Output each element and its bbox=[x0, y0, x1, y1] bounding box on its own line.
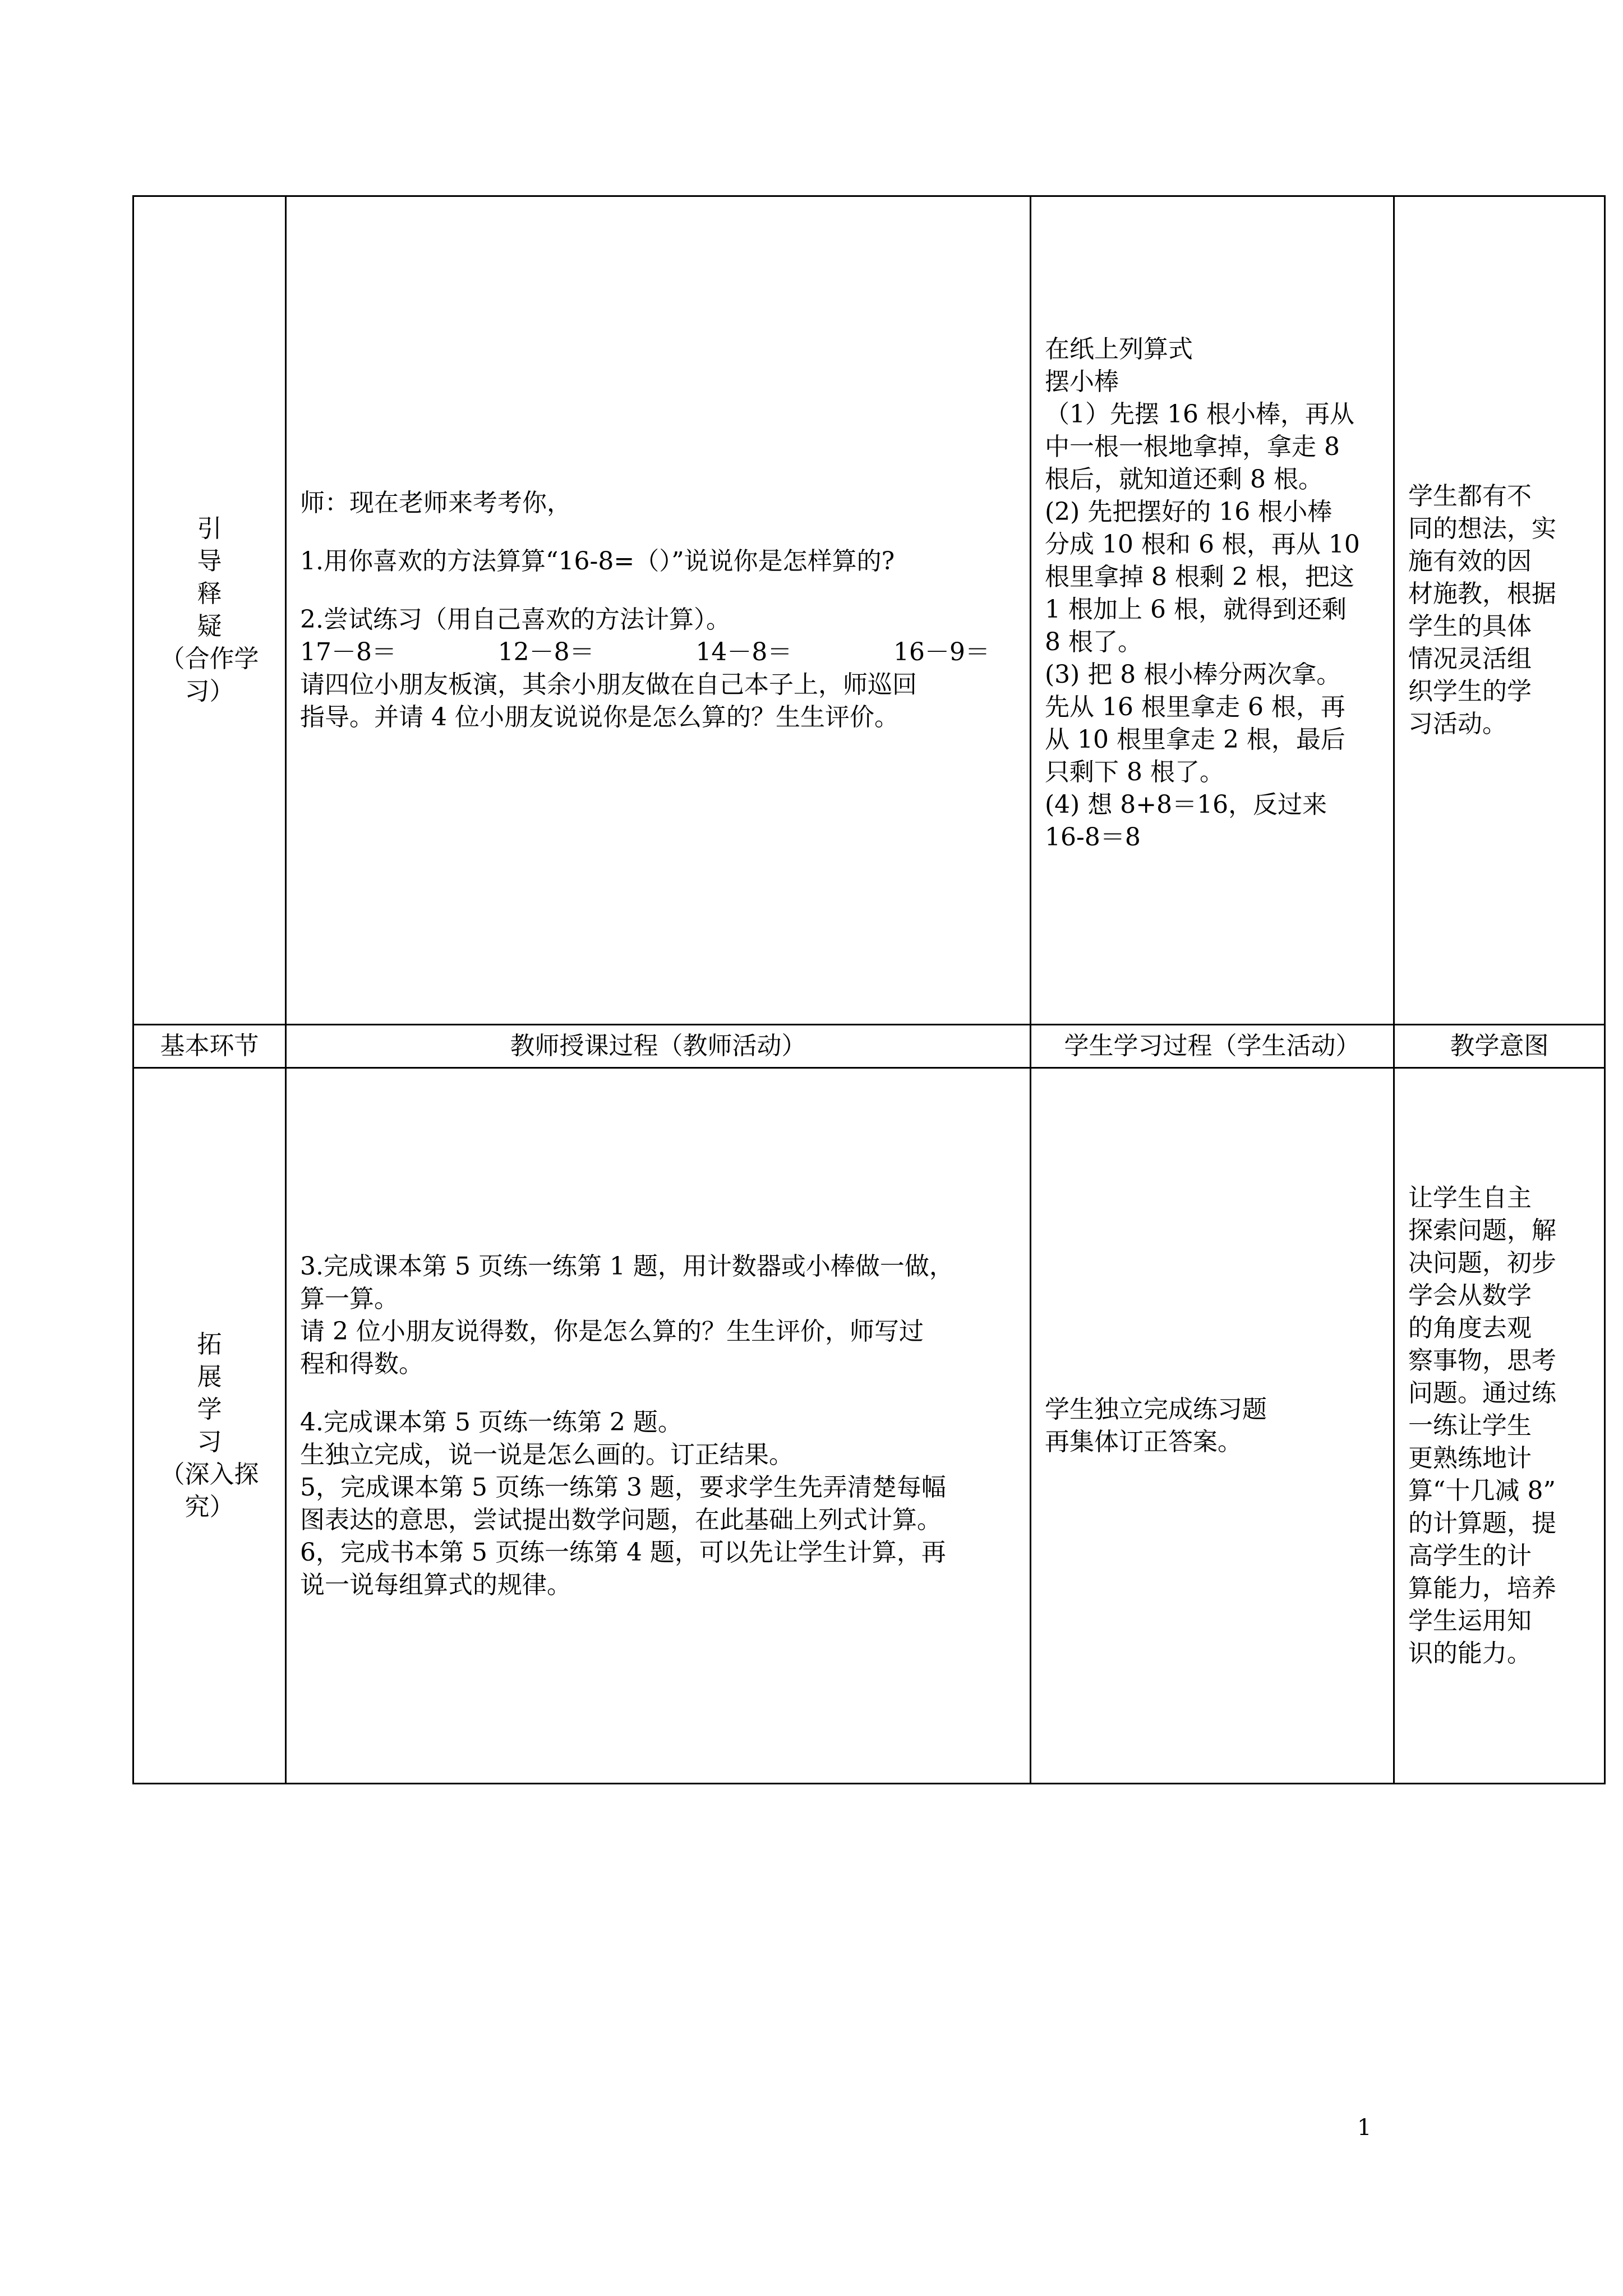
item-4-line: 生独立完成，说一说是怎么画的。订正结果。 bbox=[300, 1440, 794, 1469]
student-line: 分成 10 根和 6 根，再从 10 bbox=[1045, 530, 1360, 559]
stage-cell-guidance: 引 导 释 疑 （合作学 习） bbox=[133, 196, 286, 1025]
intent-line: 习活动。 bbox=[1408, 710, 1507, 738]
teacher-intro: 师：现在老师来考考你， bbox=[300, 489, 571, 517]
student-line: 先从 16 根里拿走 6 根，再 bbox=[1045, 693, 1345, 721]
teacher-activity-guidance bbox=[286, 196, 1031, 1025]
item-5-line: 图表达的意思，尝试提出数学问题，在此基础上列式计算。 bbox=[300, 1505, 942, 1534]
exercise-item: 14－8＝ bbox=[695, 638, 792, 666]
instruction-line: 请四位小朋友板演，其余小朋友做在自己本子上，师巡回 bbox=[300, 670, 917, 699]
header-teacher: 教师授课过程（教师活动） bbox=[286, 1025, 1031, 1068]
student-line: 再集体订正答案。 bbox=[1045, 1427, 1242, 1456]
item-3-line: 3.完成课本第 5 页练一练第 1 题，用计数器或小棒做一做， bbox=[300, 1251, 954, 1281]
student-line: 学生独立完成练习题 bbox=[1045, 1395, 1267, 1424]
student-line: (3) 把 8 根小棒分两次拿。 bbox=[1045, 660, 1341, 689]
header-stage: 基本环节 bbox=[133, 1025, 286, 1068]
item-6-line: 6，完成书本第 5 页练一练第 4 题，可以先让学生计算，再 bbox=[300, 1538, 946, 1567]
table-row-guidance bbox=[133, 196, 1605, 1025]
student-line: 根后，就知道还剩 8 根。 bbox=[1045, 465, 1323, 494]
page-number: 1 bbox=[1357, 2115, 1372, 2141]
teacher-activity-extension bbox=[286, 1068, 1031, 1784]
intent-line: 算“十几减 8” bbox=[1408, 1476, 1556, 1505]
student-line: 根里拿掉 8 根剩 2 根，把这 bbox=[1045, 563, 1354, 591]
table-header-row bbox=[133, 1025, 1605, 1068]
student-line: 只剩下 8 根了。 bbox=[1045, 758, 1224, 786]
student-line: 在纸上列算式 bbox=[1045, 335, 1193, 364]
intent-line: 的计算题，提 bbox=[1408, 1508, 1556, 1538]
item-3-line: 请 2 位小朋友说得数，你是怎么算的？生生评价，师写过 bbox=[300, 1317, 924, 1346]
item-4-line: 4.完成课本第 5 页练一练第 2 题。 bbox=[300, 1407, 683, 1437]
item-6-line: 说一说每组算式的规律。 bbox=[300, 1570, 571, 1599]
student-line: 8 根了。 bbox=[1045, 628, 1142, 656]
header-student: 学生学习过程（学生活动） bbox=[1031, 1025, 1394, 1068]
student-line: 摆小棒 bbox=[1045, 367, 1119, 396]
intent-line: 更熟练地计 bbox=[1408, 1443, 1532, 1473]
intent-line: 同的想法，实 bbox=[1408, 514, 1556, 543]
student-line: （1）先摆 16 根小棒，再从 bbox=[1045, 400, 1354, 429]
student-line: (2) 先把摆好的 16 根小棒 bbox=[1045, 498, 1332, 526]
student-line: 中一根一根地拿掉，拿走 8 bbox=[1045, 432, 1340, 461]
item-5-line: 5，完成课本第 5 页练一练第 3 题，要求学生先弄清楚每幅 bbox=[300, 1473, 946, 1502]
student-line: 从 10 根里拿走 2 根，最后 bbox=[1045, 725, 1345, 754]
table-row-extension bbox=[133, 1068, 1605, 1784]
intent-line: 施有效的因 bbox=[1408, 547, 1532, 576]
header-intent: 教学意图 bbox=[1394, 1025, 1605, 1068]
student-activity-extension bbox=[1031, 1068, 1394, 1784]
intent-line: 问题。通过练 bbox=[1408, 1378, 1556, 1407]
item-3-line: 程和得数。 bbox=[300, 1349, 423, 1378]
student-activity-guidance bbox=[1031, 196, 1394, 1025]
exercise-item: 16－9＝ bbox=[893, 638, 990, 666]
question-2: 2.尝试练习（用自己喜欢的方法计算）。 bbox=[300, 605, 731, 634]
intent-line: 高学生的计 bbox=[1408, 1541, 1532, 1570]
intent-line: 探索问题，解 bbox=[1408, 1216, 1556, 1245]
intent-line: 算能力，培养 bbox=[1408, 1573, 1556, 1603]
intent-line: 学生运用知 bbox=[1408, 1606, 1532, 1635]
intent-line: 一练让学生 bbox=[1408, 1411, 1532, 1440]
intent-line: 织学生的学 bbox=[1408, 677, 1532, 706]
exercise-item: 17－8＝ bbox=[300, 638, 396, 666]
lesson-plan-table bbox=[132, 195, 1606, 1784]
intent-cell-extension bbox=[1394, 1068, 1605, 1784]
intent-line: 察事物，思考 bbox=[1408, 1346, 1556, 1375]
intent-cell-guidance bbox=[1394, 196, 1605, 1025]
student-line: 16-8＝8 bbox=[1045, 823, 1141, 852]
intent-line: 识的能力。 bbox=[1408, 1639, 1532, 1668]
student-line: 1 根加上 6 根，就得到还剩 bbox=[1045, 595, 1347, 624]
stage-cell-extension: 拓 展 学 习 （深入探 究） bbox=[133, 1068, 286, 1784]
item-3-line: 算一算。 bbox=[300, 1284, 399, 1313]
intent-line: 决问题，初步 bbox=[1408, 1248, 1556, 1277]
student-line: (4) 想 8+8＝16，反过来 bbox=[1045, 790, 1327, 819]
instruction-line: 指导。并请 4 位小朋友说说你是怎么算的？生生评价。 bbox=[300, 703, 899, 731]
question-1: 1.用你喜欢的方法算算“16-8=（）”说说你是怎样算的? bbox=[300, 547, 895, 576]
intent-line: 让学生自主 bbox=[1408, 1183, 1532, 1212]
intent-line: 学生的具体 bbox=[1408, 612, 1532, 641]
intent-line: 的角度去观 bbox=[1408, 1313, 1532, 1342]
intent-line: 材施教，根据 bbox=[1408, 579, 1556, 608]
exercise-list bbox=[300, 636, 990, 669]
exercise-item: 12－8＝ bbox=[497, 638, 594, 666]
intent-line: 情况灵活组 bbox=[1408, 645, 1532, 673]
intent-line: 学生都有不 bbox=[1408, 482, 1532, 510]
intent-line: 学会从数学 bbox=[1408, 1281, 1532, 1310]
